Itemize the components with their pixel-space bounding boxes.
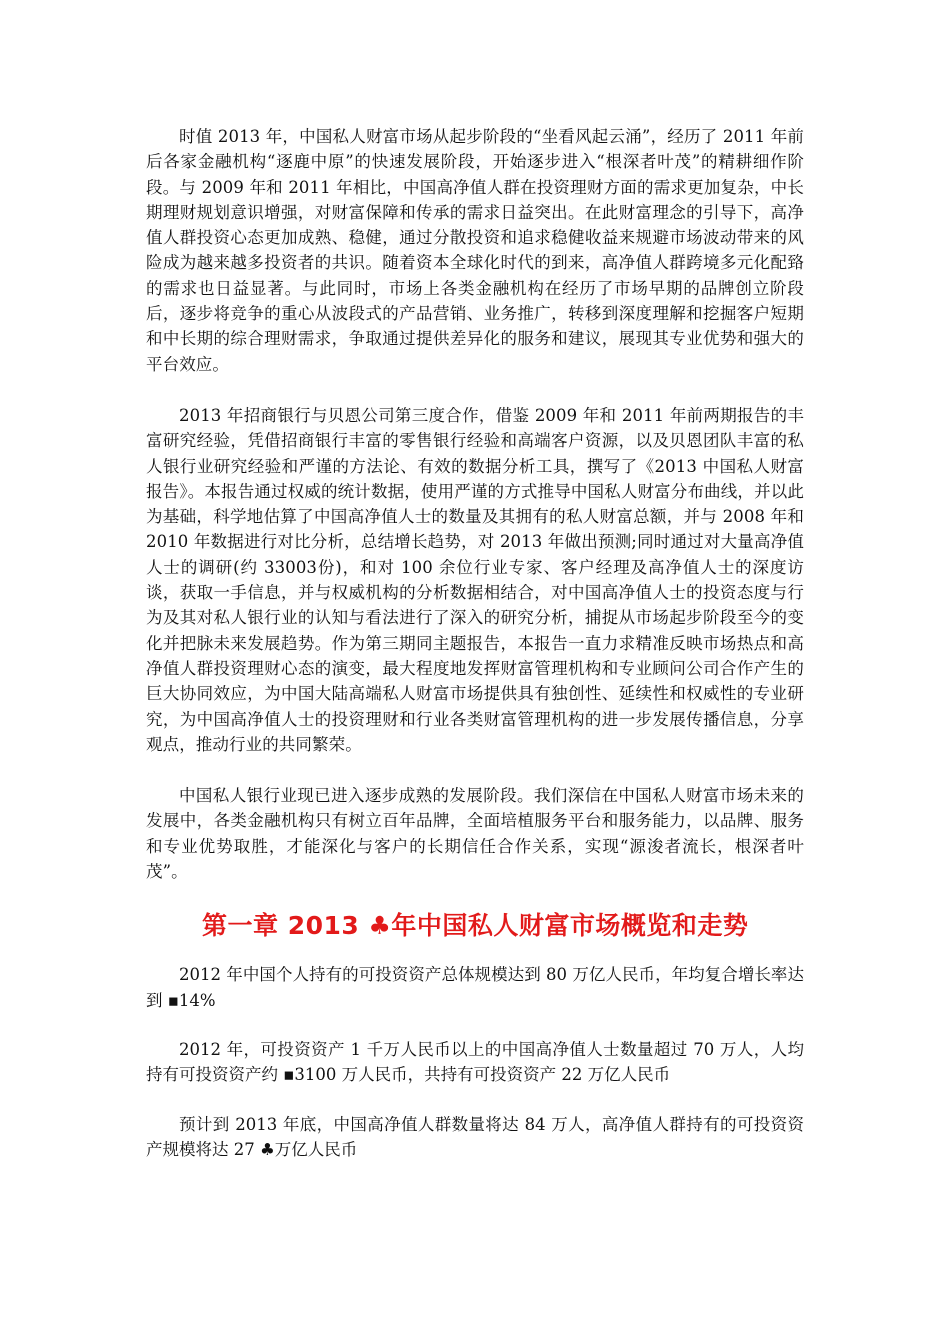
intro-paragraph-3: 中国私人银行业现已进入逐步成熟的发展阶段。我们深信在中国私人财富市场未来的发展中，各类金融机构只有树立百年品牌，全面培植服务平台和服务能力，以品牌、服务和专业优势取胜，才能深化与客户的长期信任合作关系，实现“源浚者流长，根深者叶茂”。 [146,786,804,882]
summary-point-3: 预计到 2013 年底，中国高净值人群数量将达 84 万人，高净值人群持有的可投资资产规模将达 27 ♣万亿人民币 [146,1114,804,1159]
intro-paragraph-1: 时值 2013 年，中国私人财富市场从起步阶段的“坐看风起云涌”，经历了 2011 年前后各家金融机构“逐鹿中原”的快速发展阶段，开始逐步进入“根深者叶茂”的精耕细作阶段。与 2009 年和 2011 年相比，中国高净值人群在投资理财方面的需求更加复杂，中长期理财规划意识增强，对财富保障和传承的需求日益突出。在此财富理念的引导下，高净值人群投资心态更加成熟、稳健，通过分散投资和追求稳健收益来规避市场波动带来的风险成为越来越多投资者的共识。随着资本全球化时代的到来，高净值人群跨境多元化配臵的需求也日益显著。与此同时，市场上各类金融机构在经历了市场早期的品牌创立阶段后，逐步将竞争的重心从波段式的产品营销、业务推广，转移到深度理解和挖掘客户短期和中长期的综合理财需求，争取通过提供差异化的服务和建议，展现其专业优势和强大的平台效应。 [146,127,804,374]
summary-point-1: 2012 年中国个人持有的可投资资产总体规模达到 80 万亿人民币，年均复合增长率达到 ▪14% [146,965,804,1010]
summary-point-2: 2012 年，可投资资产 1 千万人民币以上的中国高净值人士数量超过 70 万人，人均持有可投资资产约 ▪3100 万人民币，共持有可投资资产 22 万亿人民币 [146,1039,804,1085]
document-body [146,124,804,1162]
intro-paragraph-2: 2013 年招商银行与贝恩公司第三度合作，借鉴 2009 年和 2011 年前两期报告的丰富研究经验，凭借招商银行丰富的零售银行经验和高端客户资源，以及贝恩团队丰富的私人银行业研究经验和严谨的方法论、有效的数据分析工具，撰写了《2013 中国私人财富报告》。本报告通过权威的统计数据，使用严谨的方式推导中国私人财富分布曲线，并以此为基础，科学地估算了中国高净值人士的数量及其拥有的私人财富总额，并与 2008 年和 2010 年数据进行对比分析，总结增长趋势，对 2013 年做出预测;同时通过对大量高净值人士的调研(约 33003份)，和对 100 余位行业专家、客户经理及高净值人士的深度访谈，获取一手信息，并与权威机构的分析数据相结合，对中国高净值人士的投资态度与行为及其对私人银行业的认知与看法进行了深入的研究分析，捕捉从市场起步阶段至今的变化并把脉未来发展趋势。作为第三期同主题报告，本报告一直力求精准反映市场热点和高净值人群投资理财心态的演变，最大程度地发挥财富管理机构和专业顾问公司合作产生的巨大协同效应，为中国大陆高端私人财富市场提供具有独创性、延续性和权威性的专业研究，为中国高净值人士的投资理财和行业各类财富管理机构的进一步发展传播信息，分享观点，推动行业的共同繁荣。 [146,405,804,754]
chapter-heading: 第一章 2013 ♣年中国私人财富市场概览和走势 [202,911,749,941]
